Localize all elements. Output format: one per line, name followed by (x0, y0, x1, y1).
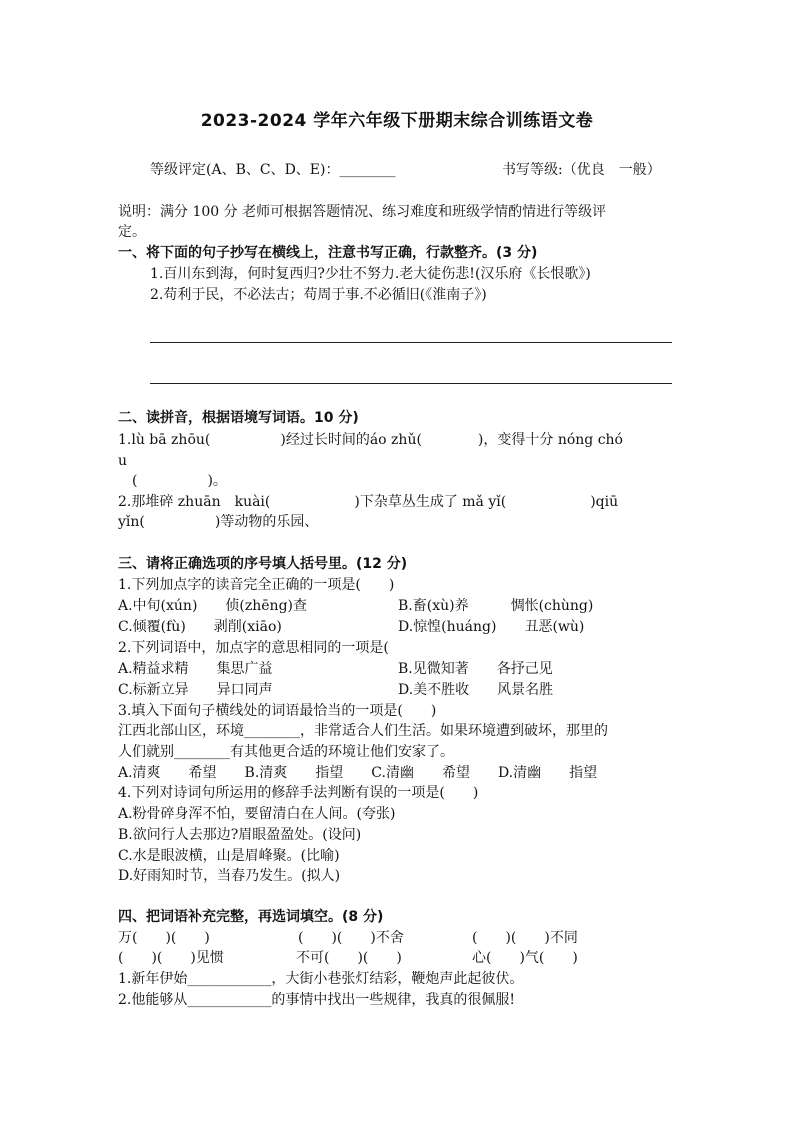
copy-sentence-1: 1.百川东到海，何时复西归?少壮不努力.老大徒伤悲!(汉乐府《长恨歌》) (150, 266, 591, 282)
idiom-blank-6: 心( )气( ) (472, 950, 578, 966)
question-3: 3.填入下面句子横线处的词语最恰当的一项是( ) (118, 703, 437, 719)
instructions-line-1: 说明：满分 100 分 老师可根据答题情况、练习难度和班级学情酌情进行等级评 (118, 204, 607, 220)
section-4-heading: 四、把词语补充完整，再选词填空。(8 分) (118, 909, 384, 925)
pinyin-line-1: 1.lù bā zhōu( )经过长时间的áo zhǔ( )，变得十分 nóng chó (118, 432, 623, 448)
idiom-blank-4: ( )( )见惯 (118, 950, 224, 966)
copy-sentence-2: 2.苟利于民，不必法古；苟周于事.不必循旧(《淮南子》) (150, 287, 487, 303)
handwriting-grade: 书写等级:（优良 一般） (502, 162, 661, 178)
exam-title: 2023-2024 学年六年级下册期末综合训练语文卷 (200, 111, 594, 131)
pinyin-line-3: ( )。 (118, 473, 227, 489)
q4-option-a: A.粉骨碎身浑不怕，要留清白在人间。(夸张) (118, 806, 396, 822)
q2-option-d: D.美不胜收 风景名胜 (398, 682, 554, 698)
q1-option-d: D.惊惶(huáng) 丑恶(wù) (398, 619, 585, 635)
q2-option-b: B.见微知著 各抒己见 (398, 661, 553, 677)
q4-option-b: B.欲问行人去那边?眉眼盈盈处。(设问) (118, 827, 362, 843)
q4-option-d: D.好雨知时节，当春乃发生。(拟人) (118, 868, 341, 884)
q2-option-a: A.精益求精 集思广益 (118, 661, 273, 677)
q3-passage-line-1: 江西北部山区，环境________，非常适合人们生活。如果环境遭到破坏，那里的 (118, 723, 608, 739)
section-3-heading: 三、请将正确选项的序号填人括号里。(12 分) (118, 556, 408, 572)
idiom-blank-2: ( )( )不舍 (298, 930, 404, 946)
pinyin-line-2: u (118, 453, 128, 469)
section-2-heading: 二、读拼音，根据语境写词语。10 分) (118, 410, 359, 426)
q3-passage-line-2: 人们就别________有其他更合适的环境让他们安家了。 (118, 744, 454, 760)
idiom-blank-1: 万( )( ) (118, 930, 210, 946)
idiom-blank-5: 不可( )( ) (296, 950, 402, 966)
writing-line-1[interactable] (150, 342, 672, 343)
pinyin-line-5: yǐn( )等动物的乐园、 (118, 514, 319, 530)
idiom-blank-3: ( )( )不同 (472, 930, 578, 946)
fill-sentence-1: 1.新年伊始____________，大街小巷张灯结彩，鞭炮声此起彼伏。 (118, 971, 524, 987)
fill-sentence-2: 2.他能够从____________的事情中找出一些规律，我真的很佩服! (118, 992, 515, 1008)
q4-option-c: C.水是眼波横，山是眉峰聚。(比喻) (118, 848, 340, 864)
pinyin-line-4: 2.那堆碎 zhuān kuài( )下杂草丛生成了 mǎ yǐ( )qiū (118, 494, 619, 510)
writing-line-2[interactable] (150, 383, 672, 384)
question-2: 2.下列词语中，加点字的意思相同的一项是( (118, 640, 389, 656)
q2-option-c: C.标新立异 异口同声 (118, 682, 273, 698)
question-4: 4.下列对诗词句所运用的修辞手法判断有误的一项是( ) (118, 785, 479, 801)
section-1-heading: 一、将下面的句子抄写在横线上，注意书写正确，行款整齐。(3 分) (118, 245, 538, 261)
q1-option-a: A.中旬(xún) 侦(zhēng)查 (118, 598, 307, 614)
q3-options: A.清爽 希望 B.清爽 指望 C.清幽 希望 D.清幽 指望 (118, 765, 598, 781)
q1-option-b: B.畜(xù)养 惆怅(chùng) (398, 598, 594, 614)
question-1: 1.下列加点字的读音完全正确的一项是( ) (118, 577, 395, 593)
q1-option-c: C.倾覆(fù) 剥削(xiāo) (118, 619, 282, 635)
grade-evaluation: 等级评定(A、B、C、D、E)：________ (150, 162, 396, 178)
instructions-line-2: 定。 (118, 224, 146, 240)
